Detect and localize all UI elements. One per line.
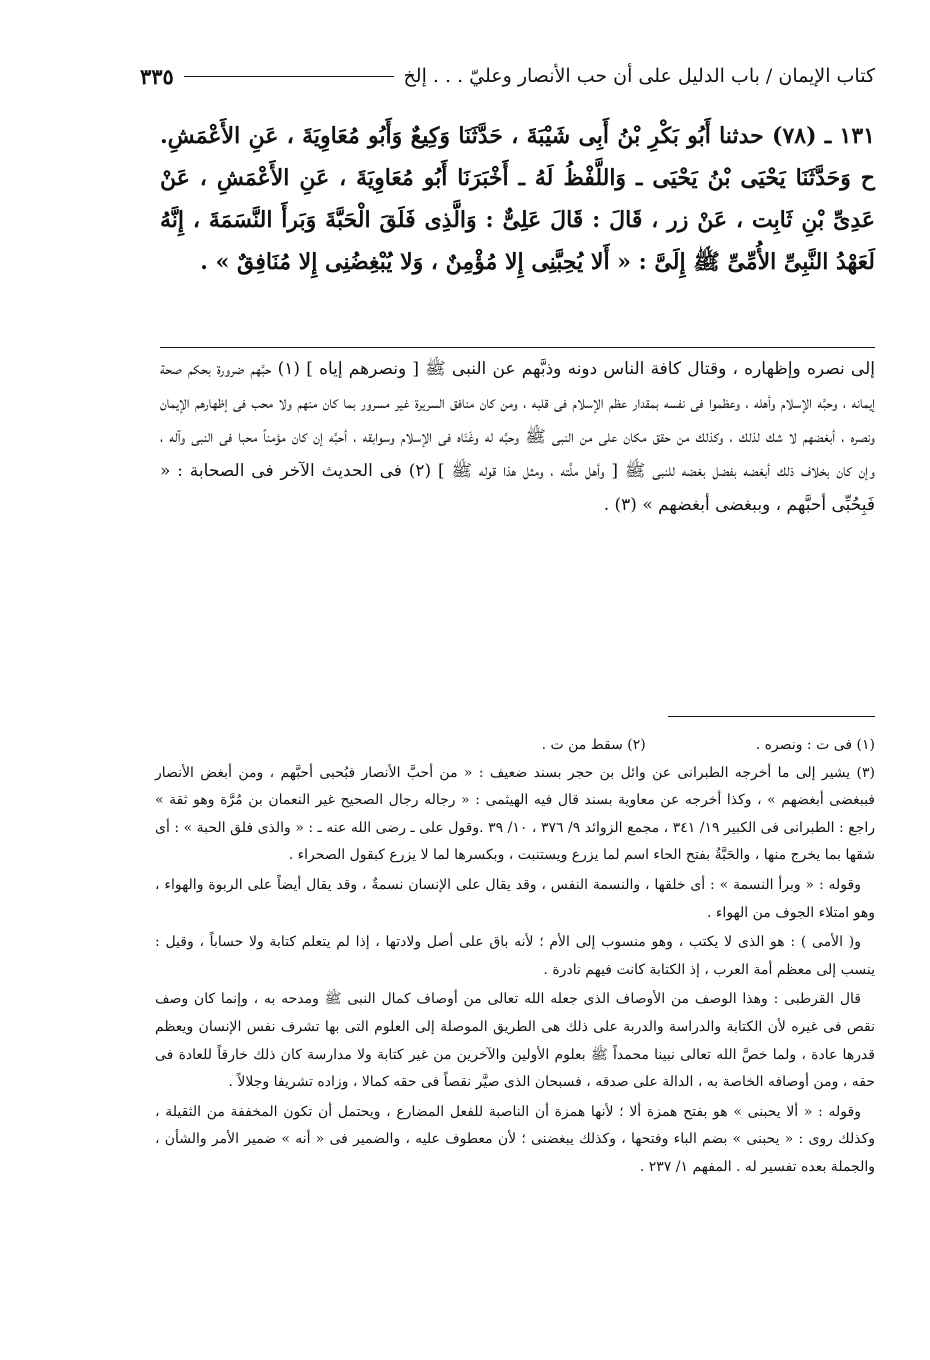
footnote-3: (٣) يشير إلى ما أخرجه الطبرانى عن وائل بن حجر بسند ضعيف : « من أحبَّ الأنصار فبُحبى أحبَّهم ، ومن أبغض الأنصار فببغضى أبغضهم » ، وكذا أخرجه عن معاوية بسند قال فيه الهيثمى : « رجاله رجال الصحيح غير النعمان بن مُرَّة وهو ثقة » راجع : الطبرانى فى الكبير ١٩/ ٣٤١ ، مجمع الزوائد ٩/ ٣٧٦ ، ١٠/ ٣٩ .وقول على ـ رضى الله عنه ـ : « والذى فلق الحبة » : أى شقها بما يخرج منها ، والحَبَّةُ بفتح الحاء اسم لما يزرع ويستنبت ، وبكسرها لما لا يزرع كبقول الصحراء . — [155, 764, 876, 864]
footnote-paragraph: و( الأمى ) : هو الذى لا يكتب ، وهو منسوب إلى الأم ؛ لأنه باق على أصل ولادتها ، إذا لم يتعلم كتابة ولا حساباً ، وقيل : ينسب إلى معظم أمة العرب ، إذ الكتابة كانت فيهم نادرة . — [155, 934, 875, 978]
hadith-text-block — [160, 115, 875, 283]
commentary-block — [160, 352, 875, 522]
chapter-title: كتاب الإيمان / باب الدليل على أن حب الأنصار وعليّ . . . إلخ — [403, 65, 875, 87]
footnotes-block — [155, 732, 875, 1184]
footnote-row — [155, 732, 875, 760]
header-rule — [184, 76, 394, 77]
footnote-1: (١) فى ت : ونصره . — [755, 737, 875, 753]
page-number: ٣٣٥ — [140, 63, 174, 89]
footnote-paragraph: وقوله : « وبرأ النسمة » : أى خلقها ، والنسمة النفس ، وقد يقال على الإنسان نسمةٌ ، وقد يقال أيضاً على الربوة والهواء ، وهو امتلاء الجوف من الهواء . — [155, 876, 875, 921]
hadith-paragraph: ١٣١ ـ (٧٨) حدثنا أَبُو بَكْرِ بْنُ أَبِى شَيْبَةَ ، حَدَّثَنَا وَكِيعٌ وَأَبُو مُعَاوِيَةَ ، عَنِ الأَعْمَشِ. ح وَحَدَّثَنَا يَحْيَى بْنُ يَحْيَى ـ وَاللَّفْظُ لَهُ ـ أَخْبَرَنَا أَبُو مُعَاوِيَةَ ، عَنِ الأَعْمَشِ ، عَنْ عَدِىِّ بْنِ ثَابِت ، عَنْ زر ، قَالَ : قَالَ عَلِىٌّ : وَالَّذِى فَلَقَ الْحَبَّةَ وَبَرأَ النَّسَمَةَ ، إِنَّهُ لَعَهْدُ النَّبِىِّ الأُمِّىِّ ﷺ إِلَىَّ : « أَلا يُحِبَّنِى إِلا مُؤْمِنٌ ، وَلا يُبْغِضُنِى إِلا مُنَافِقٌ » . — [160, 123, 875, 275]
main-divider — [160, 347, 875, 348]
footnote-paragraph: قال القرطبى : وهذا الوصف من الأوصاف الذى جعله الله تعالى من أوصاف كمال النبى ﷺ ومدحه به ، وإنما كان وصف نقص فى غيره لأن الكتابة والدراسة والدربة على ذلك هى الطريق الموصلة إلى العلوم التى بها تشرف نفس الإنسان ويعظم قدرها عادة ، ولما خصَّ الله تعالى نبينا محمداً ﷺ بعلوم الأولين والآخرين من غير كتابة ولا مدارسة كان ذلك خارقاً للعادة فى حقه ، ومن أوصافه الخاصة به ، الدالة على صدقه ، فسبحان الذى صيَّر نقصاً فى حقه كمالا ، وزاده تشريفا وجلالاً . — [155, 991, 875, 1091]
footnote-paragraph: وقوله : « ألا يحبنى » هو بفتح همزة ألا ؛ لأنها همزة أن الناصبة للفعل المضارع ، ويحتمل أن تكون المخففة من الثقيلة ، وكذلك روى : « يحبنى » بضم الباء وفتحها ، وكذلك يبغضنى ؛ لأن معطوف عليه ، والضمير فى « أنه » ضمير الأمر والشأن ، والجملة بعده تفسير له . المفهم ١/ ٢٣٧ . — [155, 1103, 875, 1175]
footnote-divider — [668, 716, 875, 717]
commentary-paragraph: إلى نصره وإظهاره ، وقتال كافة الناس دونه وذبَّهم عن النبى ﷺ [ ونصرهم إياه ] (١) حبَّهم ضرورة بحكم صحة إيمانه ، وحبَّه الإسلام وأهله ، وعظموا فى نفسه بمقدار عظم الإسلام فى قلبه ، ومن كان منافق السريرة غير مسرور بما كان منهم ولا محب فى إظهارهم الإيمان ونصره ، أبغضهم لا شك لذلك ، وكذلك من حقق مكان على من النبى ﷺ وحبَّه له وغَنَاه فى الإسلام وسوابقه ، أحبَّه إن كان مؤمناً محبا فى النبى وآله ، وإن كان بخلاف ذلك أبغضه بفضل بغضه للنبى ﷺ [ وأهل ملَّته ، ومثل هذا قوله ﷺ ] (٢) فى الحديث الآخر فى الصحابة : « فَبِحُبِّى أحبَّهم ، وببغضى أبغضهم » (٣) . — [160, 359, 875, 515]
running-header — [140, 58, 875, 94]
footnote-2: (٢) سقط من ت . — [541, 737, 646, 753]
